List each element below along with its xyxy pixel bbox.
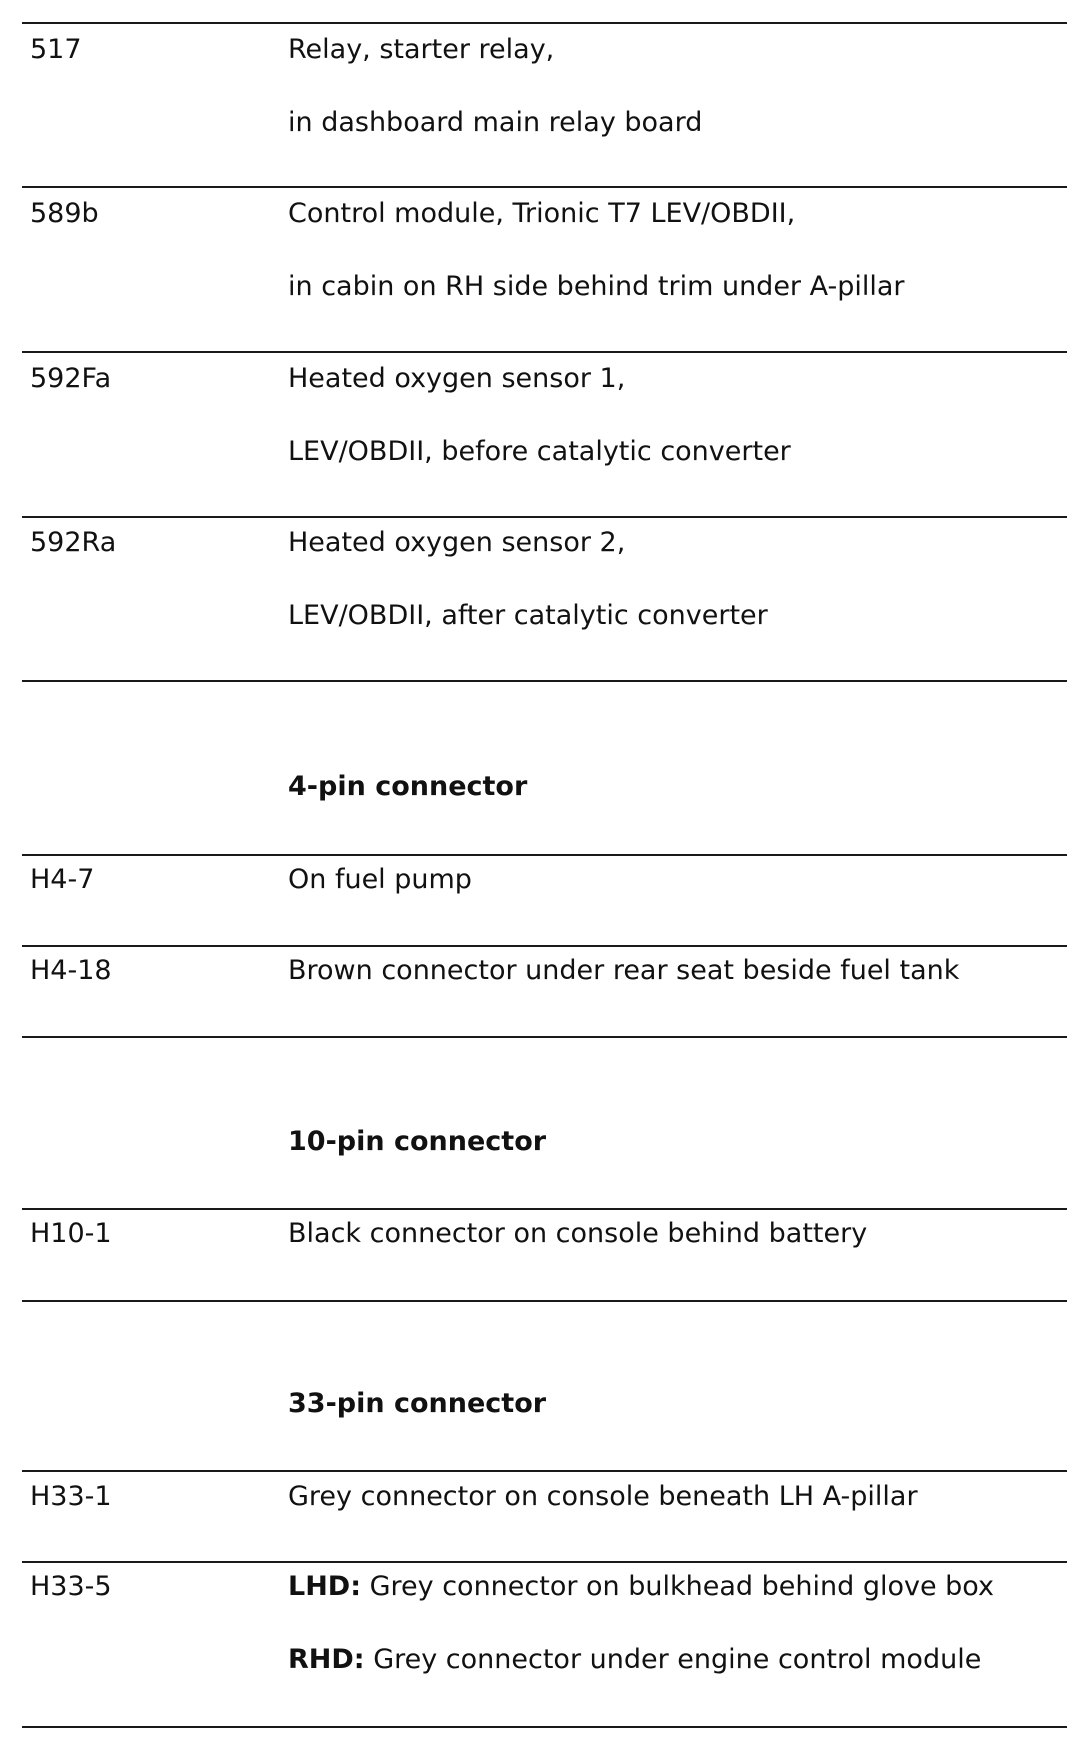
- connector-code: H33-1: [30, 1481, 112, 1512]
- component-code: 517: [30, 34, 82, 65]
- connector-location-rhd: [288, 1646, 981, 1673]
- component-description: Relay, starter relay,: [288, 34, 555, 65]
- row-divider: [22, 1726, 1067, 1728]
- lhd-text: Grey connector on bulkhead behind glove box: [361, 1571, 994, 1602]
- rhd-text: Grey connector under engine control module: [364, 1644, 982, 1675]
- connector-code: H33-5: [30, 1571, 112, 1602]
- row-divider: [22, 1470, 1067, 1472]
- component-code: 592Ra: [30, 527, 117, 558]
- component-location: LEV/OBDII, before catalytic converter: [288, 436, 791, 467]
- connector-location: On fuel pump: [288, 864, 472, 895]
- row-divider: [22, 516, 1067, 518]
- component-description: Heated oxygen sensor 1,: [288, 363, 626, 394]
- lhd-label: LHD:: [288, 1571, 362, 1602]
- component-location: LEV/OBDII, after catalytic converter: [288, 600, 768, 631]
- row-divider: [22, 680, 1067, 682]
- connector-location: Brown connector under rear seat beside fuel tank: [288, 955, 960, 986]
- connector-location: Grey connector on console beneath LH A-pillar: [288, 1481, 918, 1512]
- component-description: Control module, Trionic T7 LEV/OBDII,: [288, 198, 796, 229]
- component-description: Heated oxygen sensor 2,: [288, 527, 626, 558]
- connector-code: H4-7: [30, 864, 95, 895]
- row-divider: [22, 854, 1067, 856]
- section-heading-4pin: 4-pin connector: [288, 771, 528, 802]
- row-divider: [22, 22, 1067, 24]
- connector-code: H4-18: [30, 955, 112, 986]
- connector-code: H10-1: [30, 1218, 112, 1249]
- row-divider: [22, 1208, 1067, 1210]
- connector-location-lhd: [288, 1573, 994, 1600]
- row-divider: [22, 186, 1067, 188]
- section-heading-10pin: 10-pin connector: [288, 1126, 547, 1157]
- connector-location: Black connector on console behind battery: [288, 1218, 868, 1249]
- row-divider: [22, 351, 1067, 353]
- component-code: 589b: [30, 198, 99, 229]
- rhd-label: RHD:: [288, 1644, 365, 1675]
- row-divider: [22, 1561, 1067, 1563]
- component-location: in dashboard main relay board: [288, 107, 703, 138]
- row-divider: [22, 1036, 1067, 1038]
- component-code: 592Fa: [30, 363, 112, 394]
- row-divider: [22, 945, 1067, 947]
- component-location: in cabin on RH side behind trim under A-pillar: [288, 271, 905, 302]
- row-divider: [22, 1300, 1067, 1302]
- section-heading-33pin: 33-pin connector: [288, 1388, 547, 1419]
